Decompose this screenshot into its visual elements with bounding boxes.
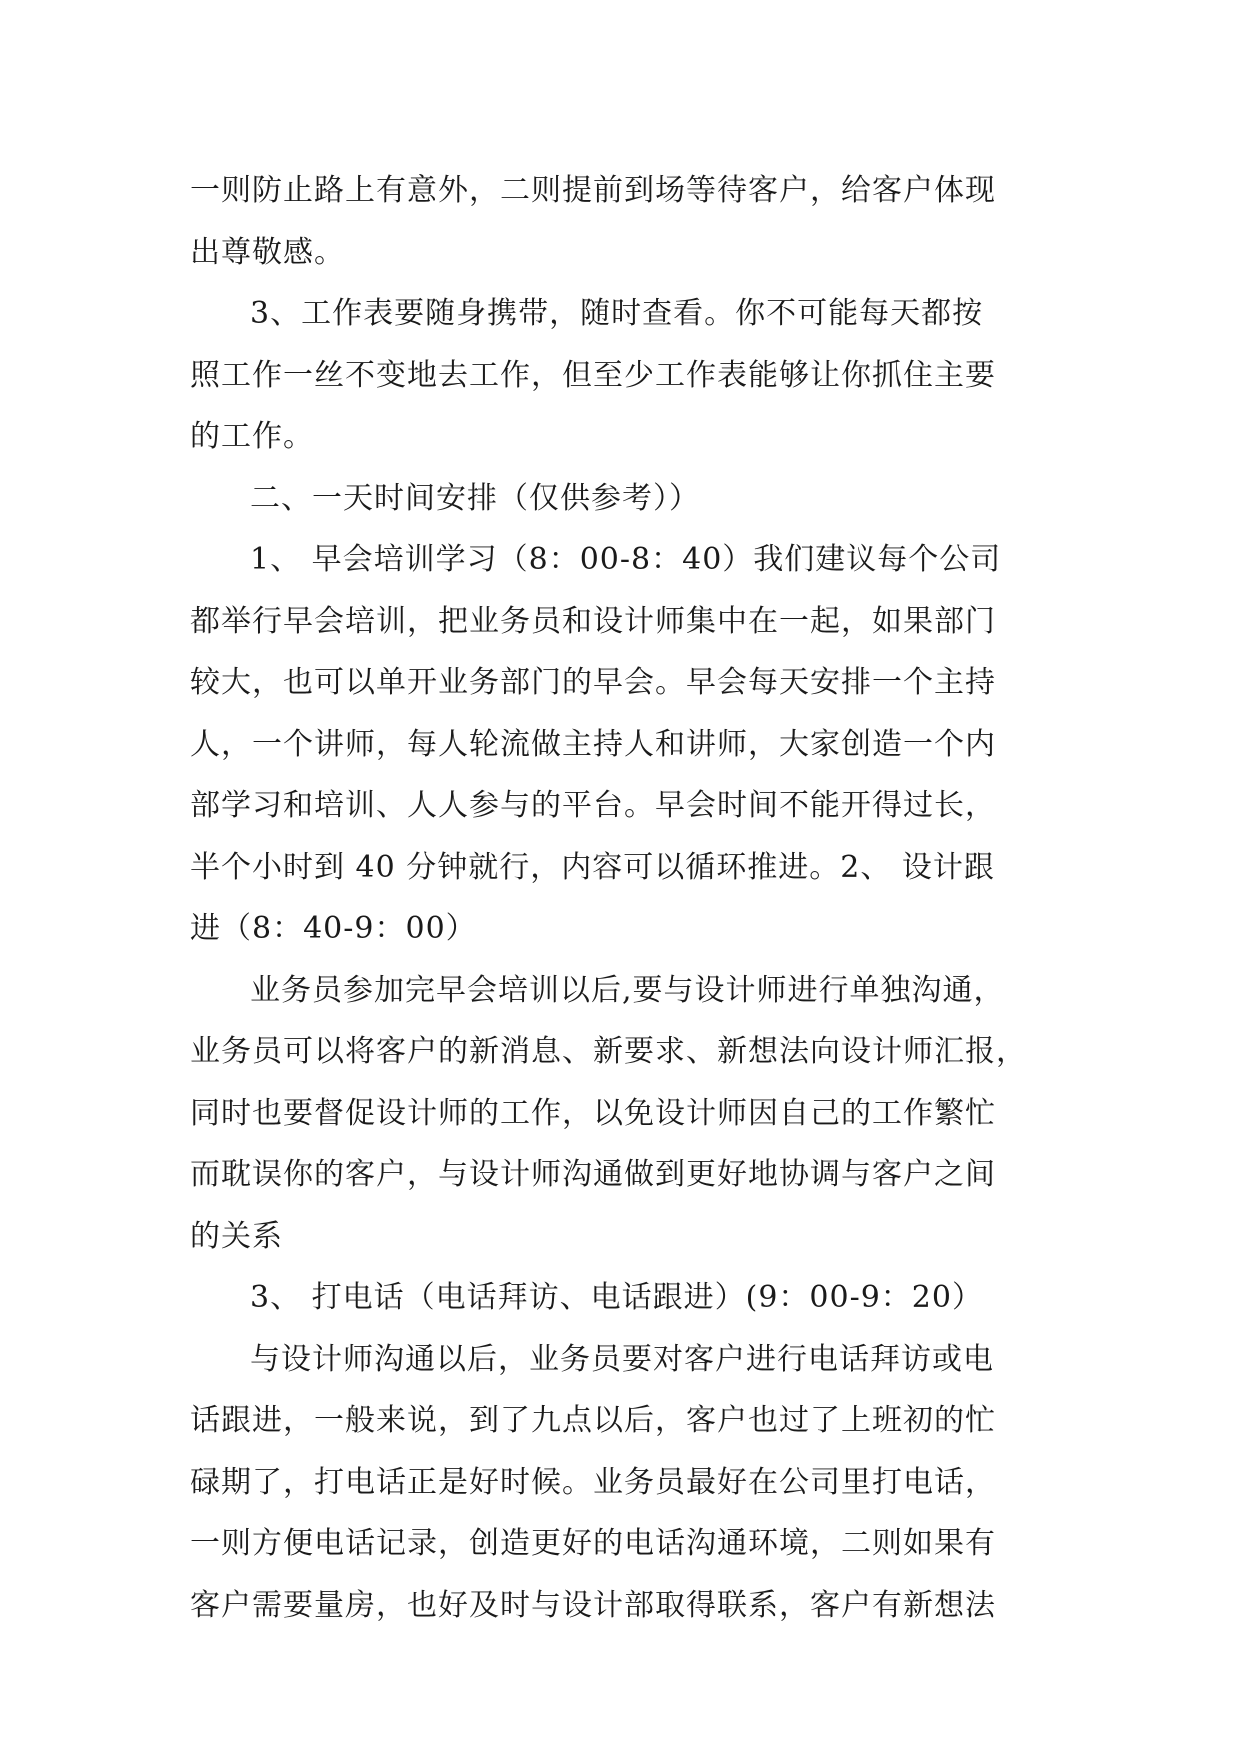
- section-heading: [190, 468, 1050, 530]
- paragraph-6: [190, 1267, 1050, 1329]
- text-line: 业务员参加完早会培训以后,要与设计师进行单独沟通，: [250, 972, 1005, 1008]
- text-line: 的关系: [190, 1218, 283, 1254]
- text-line: 出尊敬感。: [190, 234, 345, 270]
- text-line: 客户需要量房，也好及时与设计部取得联系，客户有新想法: [190, 1587, 996, 1623]
- document-body: [190, 160, 1050, 1636]
- text-line: 照工作一丝不变地去工作，但至少工作表能够让你抓住主要: [190, 357, 996, 393]
- paragraph-4: [190, 529, 1050, 960]
- paragraph-1: [190, 160, 1050, 283]
- text-line: 话跟进，一般来说，到了九点以后，客户也过了上班初的忙: [190, 1403, 996, 1438]
- text-line: 业务员可以将客户的新消息、新要求、新想法向设计师汇报，: [190, 1034, 1027, 1069]
- text-line: 的工作。: [190, 419, 314, 454]
- text-line: 进（8：40-9：00）: [190, 911, 477, 946]
- text-line: 半个小时到 40 分钟就行，内容可以循环推进。2、 设计跟: [190, 849, 995, 885]
- heading-line: 二、一天时间安排（仅供参考））: [250, 480, 700, 516]
- text-line: 1、 早会培训学习（8：00-8：40）我们建议每个公司: [250, 542, 1002, 577]
- text-line: 较大，也可以单开业务部门的早会。早会每天安排一个主持: [190, 665, 996, 700]
- text-line: 一则防止路上有意外，二则提前到场等待客户，给客户体现: [190, 173, 996, 208]
- text-line: 人，一个讲师，每人轮流做主持人和讲师，大家创造一个内: [190, 726, 996, 762]
- text-line: 都举行早会培训，把业务员和设计师集中在一起，如果部门: [190, 603, 996, 639]
- paragraph-5: [190, 960, 1050, 1268]
- text-line: 3、 打电话（电话拜访、电话跟进）(9：00-9：20）: [250, 1280, 983, 1315]
- text-line: 碌期了，打电话正是好时候。业务员最好在公司里打电话，: [190, 1464, 996, 1500]
- paragraph-7: [190, 1329, 1050, 1637]
- text-line: 一则方便电话记录，创造更好的电话沟通环境，二则如果有: [190, 1526, 996, 1561]
- text-line: 部学习和培训、人人参与的平台。早会时间不能开得过长，: [190, 788, 996, 823]
- text-line: 3、工作表要随身携带，随时查看。你不可能每天都按: [250, 296, 984, 331]
- text-line: 同时也要督促设计师的工作，以免设计师因自己的工作繁忙: [190, 1095, 996, 1131]
- paragraph-2: [190, 283, 1050, 468]
- text-line: 而耽误你的客户，与设计师沟通做到更好地协调与客户之间: [190, 1157, 996, 1192]
- text-line: 与设计师沟通以后，业务员要对客户进行电话拜访或电: [250, 1341, 994, 1377]
